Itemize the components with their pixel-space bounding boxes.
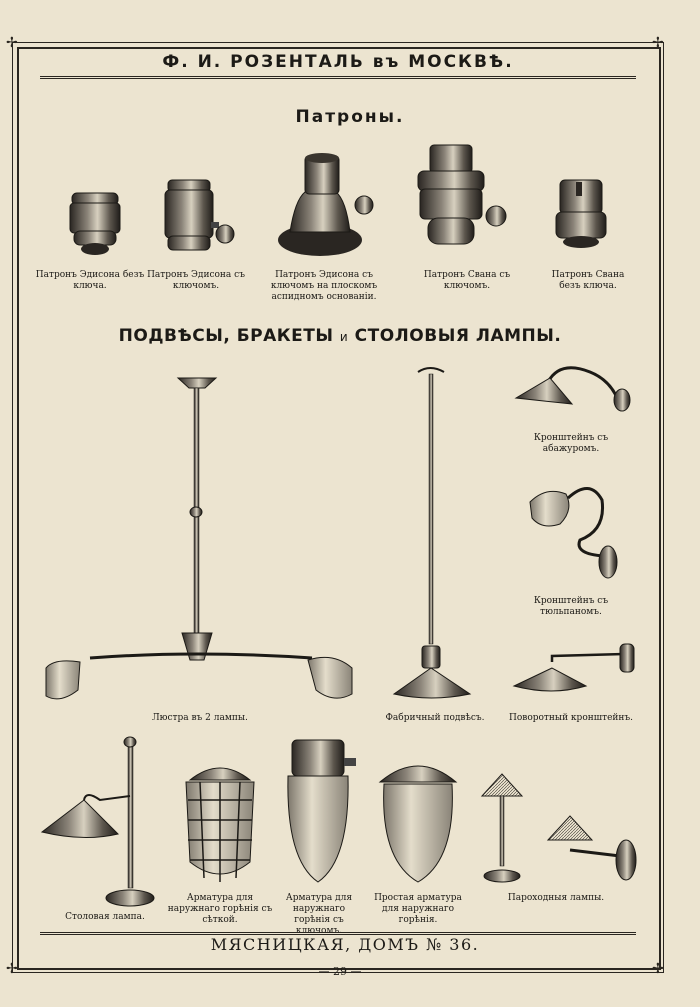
bracket-with-tulip [530, 488, 617, 578]
corner-ornament: ✢ [652, 35, 664, 51]
caption-table-lamp: Столовая лампа. [65, 912, 145, 922]
caption-ship-lamps: Пароходныя лампы. [507, 893, 605, 903]
caption-socket-edison-slate-base: Патронъ Эдисона съ ключомъ на плоскомъ аспидномъ основаніи. [270, 270, 378, 302]
bracket-with-shade [516, 368, 630, 411]
caption-outdoor-cage: Арматура для наружнаго горѣнія съ сѣткой. [167, 893, 273, 925]
outdoor-fixture-key [288, 740, 356, 882]
caption-factory-pendant: Фабричный подвѣсъ. [385, 713, 485, 723]
caption-socket-swan-no-key: Патронъ Свана безъ ключа. [551, 270, 625, 291]
ship-lamps [482, 774, 636, 882]
corner-ornament: ✢ [6, 961, 18, 977]
section-title-part2: СТОЛОВЫЯ ЛАМПЫ. [354, 326, 562, 346]
socket-swan-no-key [556, 180, 606, 248]
swivel-bracket [514, 644, 634, 691]
section-title-and: и [339, 330, 349, 344]
caption-outdoor-simple: Простая арматура для наружнаго горѣнія. [374, 893, 462, 925]
caption-socket-edison-no-key: Патронъ Эдисона безъ ключа. [35, 270, 145, 291]
chandelier-two-lamps [46, 378, 352, 699]
section-title-sockets: Патроны. [295, 107, 405, 127]
caption-socket-edison-with-key: Патронъ Эдисона съ ключомъ. [147, 270, 245, 291]
socket-edison-no-key [70, 193, 120, 255]
corner-ornament: ✢ [652, 961, 664, 977]
outdoor-fixture-cage [186, 768, 254, 882]
socket-edison-slate-base [278, 153, 373, 256]
caption-swivel-bracket: Поворотный кронштейнъ. [509, 713, 633, 723]
section-title-part1: ПОДВѢСЫ, БРАКЕТЫ [118, 326, 334, 346]
outdoor-fixture-simple [380, 766, 456, 882]
caption-socket-swan-with-key: Патронъ Свана съ ключомъ. [423, 270, 511, 291]
caption-chandelier: Люстра въ 2 лампы. [152, 713, 248, 723]
caption-outdoor-key: Арматура для наружнаго горѣнія съ ключомъ. [285, 893, 353, 936]
corner-ornament: ✢ [6, 35, 18, 51]
caption-bracket-tulip: Кронштейнъ съ тюльпаномъ. [533, 596, 609, 617]
factory-pendant [394, 368, 470, 698]
socket-edison-with-key [165, 180, 234, 250]
caption-bracket-shade: Кронштейнъ съ абажуромъ. [533, 433, 609, 454]
page-number: — 29 — [318, 965, 362, 978]
socket-swan-with-key [418, 145, 506, 244]
table-lamp [42, 737, 154, 906]
footer-address: МЯСНИЦКАЯ, ДОМЪ № 36. [210, 935, 480, 954]
page-header: Ф. И. РОЗЕНТАЛЬ въ МОСКВѢ. [162, 52, 514, 72]
